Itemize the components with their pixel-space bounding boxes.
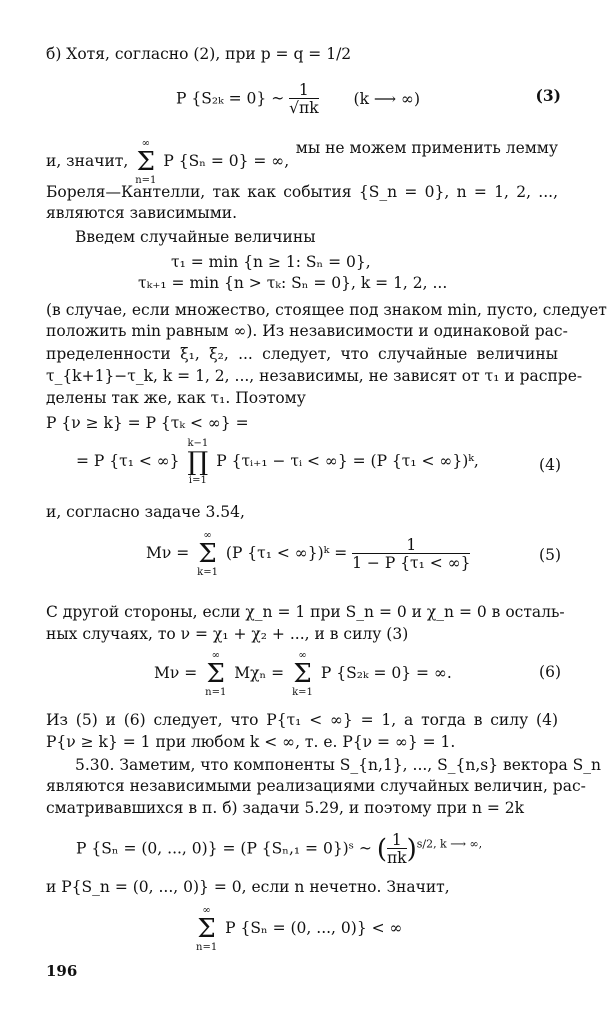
eq8-sum-lower: n=1 bbox=[196, 942, 218, 953]
text-line-12: делены так же, как τ₁. Поэтому bbox=[46, 389, 306, 407]
eq8-sum bbox=[196, 905, 217, 953]
eq8-right: P {Sₙ = (0, ..., 0)} < ∞ bbox=[225, 919, 403, 937]
text-line-4: являются зависимыми. bbox=[46, 204, 238, 222]
text-line-8: (в случае, если множество, стоящее под знаком min, пусто, следует bbox=[46, 301, 607, 319]
product-lower: i=1 bbox=[188, 475, 207, 486]
eq5-sum bbox=[197, 530, 218, 578]
equation-4-line2 bbox=[76, 438, 479, 486]
eq6-right: P {S₂ₖ = 0} = ∞. bbox=[320, 664, 452, 682]
eq6-sum2-upper: ∞ bbox=[298, 650, 307, 661]
text-line-23: являются независимыми реализациями случайных величин, рас- bbox=[46, 777, 586, 795]
inline-sum-upper: ∞ bbox=[141, 138, 150, 149]
text-line-3: Бореля—Кантелли, так как события {S_n = 0}, n = 1, 2, ..., bbox=[46, 183, 558, 201]
sigma-symbol: Σ bbox=[197, 914, 216, 944]
sigma-symbol: Σ bbox=[206, 659, 225, 689]
eq6-sum2-lower: k=1 bbox=[292, 687, 313, 698]
eq3-left: P {S₂ₖ = 0} ~ bbox=[176, 89, 285, 108]
eq6-sum1-upper: ∞ bbox=[211, 650, 220, 661]
equation-7 bbox=[76, 832, 482, 867]
equation-3 bbox=[176, 82, 420, 117]
eq5-mid: (P {τ₁ < ∞})ᵏ = bbox=[225, 544, 348, 562]
inline-sum-body: P {Sₙ = 0} = ∞, bbox=[163, 152, 290, 170]
eq7-denominator: πk bbox=[386, 849, 407, 867]
equation-tauk: τₖ₊₁ = min {n > τₖ: Sₙ = 0}, k = 1, 2, ... bbox=[138, 274, 448, 292]
sigma-symbol: Σ bbox=[198, 539, 217, 569]
equation-tau1: τ₁ = min {n ≥ 1: Sₙ = 0}, bbox=[171, 253, 371, 271]
eq6-mid: Mχₙ = bbox=[234, 664, 285, 682]
eq7-numerator: 1 bbox=[387, 832, 407, 849]
eq6-sum-1 bbox=[205, 650, 226, 698]
eq6-left: Mν = bbox=[154, 664, 198, 682]
eq3-numerator: 1 bbox=[289, 82, 318, 99]
eq4-line2-a: = P {τ₁ < ∞} bbox=[76, 452, 180, 470]
page-number: 196 bbox=[46, 962, 78, 980]
eq3-condition: (k ⟶ ∞) bbox=[353, 89, 421, 108]
equation-4-line1: P {ν ≥ k} = P {τₖ < ∞} = bbox=[46, 414, 249, 432]
eq7-left: P {Sₙ = (0, ..., 0)} = (P {Sₙ,₁ = 0})ˢ ~ bbox=[76, 839, 372, 858]
text-line-1: б) Хотя, согласно (2), при p = q = 1/2 bbox=[46, 45, 352, 63]
left-paren: ( bbox=[376, 834, 387, 865]
eq5-left: Mν = bbox=[146, 544, 190, 562]
eq5-fraction bbox=[352, 537, 470, 572]
pi-symbol: ∏ bbox=[187, 447, 209, 477]
text-line-10: пределенности ξ₁, ξ₂, ... следует, что случайные величины bbox=[46, 345, 558, 363]
text-line-18: ных случаях, то ν = χ₁ + χ₂ + ..., и в силу (3) bbox=[46, 625, 409, 643]
inline-sum-lower: n=1 bbox=[135, 175, 157, 186]
text-line-21: P{ν ≥ k} = 1 при любом k < ∞, т. е. P{ν = ∞} = 1. bbox=[46, 733, 456, 751]
text-line-11: τ_{k+1}−τ_k, k = 1, 2, ..., независимы, не зависят от τ₁ и распре- bbox=[46, 367, 583, 385]
eq5-sum-upper: ∞ bbox=[203, 530, 212, 541]
text-line-5: Введем случайные величины bbox=[75, 228, 316, 246]
eq8-sum-upper: ∞ bbox=[202, 905, 211, 916]
text-line-22: 5.30. Заметим, что компоненты S_{n,1}, ..., S_{n,s} вектора S_n bbox=[75, 756, 601, 774]
eq5-denominator: 1 − P {τ₁ < ∞} bbox=[352, 553, 471, 572]
product-operator bbox=[187, 438, 208, 486]
sigma-symbol: Σ bbox=[293, 659, 312, 689]
eq6-tag: (6) bbox=[539, 663, 561, 681]
eq6-sum1-lower: n=1 bbox=[205, 687, 227, 698]
text-line-15: и, согласно задаче 3.54, bbox=[46, 503, 245, 521]
eq5-tag: (5) bbox=[539, 546, 561, 564]
eq5-sum-lower: k=1 bbox=[197, 567, 218, 578]
inline-sum bbox=[135, 138, 156, 186]
product-upper: k−1 bbox=[187, 438, 209, 449]
eq7-right: s/2, k ⟶ ∞, bbox=[416, 837, 483, 851]
text-line-20: Из (5) и (6) следует, что P{τ₁ < ∞} = 1, а тогда в силу (4) bbox=[46, 711, 558, 729]
right-paren: ) bbox=[406, 834, 417, 865]
eq3-fraction bbox=[289, 82, 318, 117]
text-line-2-pre: и, значит, bbox=[46, 152, 129, 170]
text-line-2 bbox=[46, 138, 558, 186]
sigma-symbol: Σ bbox=[136, 147, 156, 177]
text-line-2-post: мы не можем применить лемму bbox=[295, 139, 558, 157]
eq4-tag: (4) bbox=[539, 456, 561, 474]
equation-5 bbox=[146, 530, 470, 578]
equation-6 bbox=[154, 650, 452, 698]
eq3-denominator: √πk bbox=[289, 99, 319, 117]
equation-8 bbox=[196, 905, 402, 953]
text-line-26: и P{S_n = (0, ..., 0)} = 0, если n нечетно. Значит, bbox=[46, 878, 450, 896]
text-line-24: сматривавшихся в п. б) задачи 5.29, и поэтому при n = 2k bbox=[46, 799, 525, 817]
eq4-line2-b: P {τᵢ₊₁ − τᵢ < ∞} = (P {τ₁ < ∞})ᵏ, bbox=[216, 452, 479, 470]
text-line-9: положить min равным ∞). Из независимости и одинаковой рас- bbox=[46, 322, 568, 340]
eq3-tag: (3) bbox=[535, 86, 561, 105]
eq7-fraction bbox=[387, 832, 407, 867]
text-line-17: С другой стороны, если χ_n = 1 при S_n = 0 и χ_n = 0 в осталь- bbox=[46, 603, 565, 621]
eq6-sum-2 bbox=[292, 650, 313, 698]
eq5-numerator: 1 bbox=[352, 537, 470, 554]
